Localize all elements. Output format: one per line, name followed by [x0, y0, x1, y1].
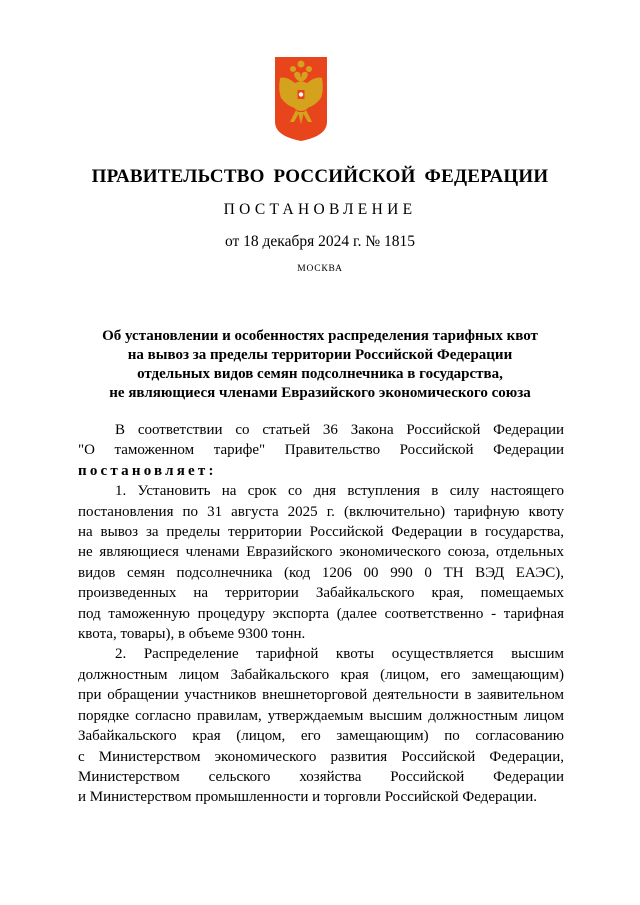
clause-1-line: 1. Установить на срок со дня вступления в силу настоящего: [115, 483, 564, 500]
document-city: МОСКВА: [297, 264, 343, 274]
preamble-line: В соответствии со статьей 36 Закона Российской Федерации: [115, 422, 564, 438]
heading-line: на вывоз за пределы территории Российской Федерации: [127, 347, 513, 363]
clause-2-line: Забайкальского края (лицом, его замещающим) по согласованию: [78, 728, 564, 745]
clause-1-line: видов семян подсолнечника (код 1206 00 990 0 ТН ВЭД ЕАЭС),: [78, 564, 564, 581]
preamble-line: "О таможенном тарифе" Правительство Российской Федерации: [78, 442, 564, 459]
clause-2-line: Министерством сельского хозяйства Российской Федерации: [78, 768, 564, 785]
clause-2-line: и Министерством промышленности и торговли Российской Федерации.: [78, 789, 537, 806]
clause-1-line: квота, товары), в объеме 9300 тонн.: [78, 626, 306, 643]
clause-1-line: произведенных на территории Забайкальского края, помещаемых: [78, 585, 564, 602]
decree-word: постановляет:: [78, 462, 217, 479]
heading-line: отдельных видов семян подсолнечника в государства,: [137, 366, 503, 382]
document-date-number: от 18 декабря 2024 г. № 1815: [224, 233, 416, 250]
coat-of-arms-icon: [274, 56, 328, 142]
clause-2-line: с Министерством экономического развития Российской Федерации,: [78, 748, 564, 765]
authority-title: ПРАВИТЕЛЬСТВО РОССИЙСКОЙ ФЕДЕРАЦИИ: [91, 166, 549, 187]
clause-2-line: 2. Распределение тарифной квоты осуществляется высшим: [115, 646, 564, 663]
clause-2-line: при обращении участников внешнеторговой деятельности в заявительном: [78, 687, 564, 704]
heading-line: не являющиеся членами Евразийского экономического союза: [109, 385, 531, 401]
heading-line: Об установлении и особенностях распределения тарифных квот: [102, 328, 538, 344]
document-heading: [90, 327, 550, 403]
clause-2-line: должностным лицом Забайкальского края (лицом, его замещающим): [78, 666, 564, 683]
clause-1-line: не являющиеся членами Евразийского экономического союза, отдельных: [78, 544, 564, 561]
clause-1-line: постановления по 31 августа 2025 г. (включительно) тарифную квоту: [78, 503, 564, 520]
clause-1-line: под таможенную процедуру экспорта (далее соответственно - тарифная: [78, 605, 564, 622]
document-body: [78, 420, 564, 808]
document-type: ПОСТАНОВЛЕНИЕ: [223, 201, 417, 218]
clause-2-line: порядке согласно правилам, утверждаемым высшим должностным лицом: [78, 707, 564, 724]
clause-1-line: на вывоз за пределы территории Российской Федерации в государства,: [78, 524, 564, 541]
